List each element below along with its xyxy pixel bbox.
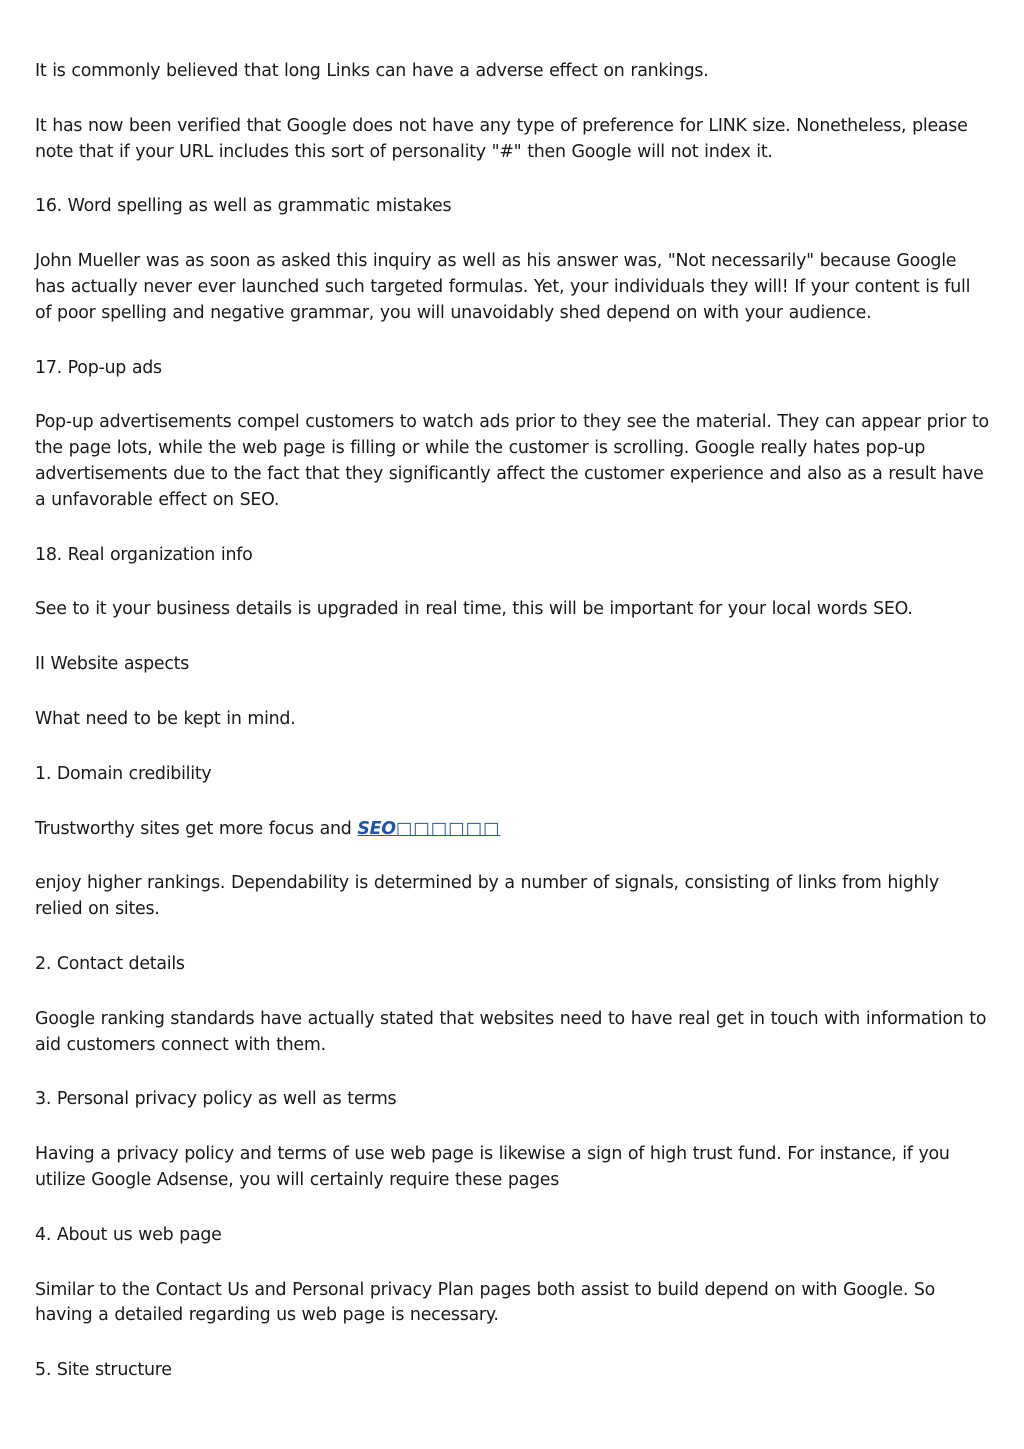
paragraph: Google ranking standards have actually stated that websites need to have real get in touch with information to aid customers connect with them. — [35, 1008, 987, 1055]
paragraph: enjoy higher rankings. Dependability is determined by a number of signals, consisting of links from highly relied on sites. — [35, 873, 939, 920]
section-heading: II Website aspects — [35, 654, 190, 675]
paragraph: It is commonly believed that long Links can have a adverse effect on rankings. — [35, 61, 709, 81]
link-prefix-text: Trustworthy sites get more focus and — [35, 818, 358, 839]
section-heading: 16. Word spelling as well as grammatic mistakes — [35, 196, 452, 217]
section-heading: 3. Personal privacy policy as well as terms — [35, 1089, 397, 1110]
section-heading: 5. Site structure — [35, 1360, 172, 1381]
seo-link-text: SEO — [357, 818, 396, 839]
paragraph: Pop-up advertisements compel customers to watch ads prior to they see the material. They can appear prior to the page lots, while the web page is filling or while the customer is scrolling. Google really hates pop-up advertisements due to the fact that they significantly affect the customer experience and also as a result have a unfavorable effect on SEO. — [35, 412, 989, 510]
paragraph: It has now been verified that Google does not have any type of preference for LINK size. Nonetheless, please note that if your URL includes this sort of personality "#" then Google will not index it. — [35, 115, 968, 162]
section-heading: 1. Domain credibility — [35, 763, 212, 784]
section-heading: 17. Pop-up ads — [35, 357, 162, 378]
section-heading: 18. Real organization info — [35, 544, 253, 565]
paragraph: John Mueller was as soon as asked this inquiry as well as his answer was, "Not necessarily" because Google has actually never ever launched such targeted formulas. Yet, your individuals they will! If your content is full of poor spelling and negative grammar, you will unavoidably shed depend on with your audience. — [35, 251, 971, 323]
section-heading: 2. Contact details — [35, 953, 185, 974]
seo-link-suffix: □□□□□□ — [395, 818, 501, 839]
document-body — [35, 59, 991, 1413]
paragraph: What need to be kept in mind. — [35, 708, 296, 729]
paragraph-with-link — [35, 817, 991, 843]
paragraph: Similar to the Contact Us and Personal privacy Plan pages both assist to build depend on with Google. So having a detailed regarding us web page is necessary. — [35, 1279, 936, 1326]
paragraph: Having a privacy policy and terms of use web page is likewise a sign of high trust fund. For instance, if you utilize Google Adsense, you will certainly require these pages — [35, 1144, 950, 1190]
seo-link[interactable] — [357, 819, 500, 839]
section-heading: 4. About us web page — [35, 1224, 222, 1245]
paragraph: See to it your business details is upgraded in real time, this will be important for your local words SEO. — [35, 599, 913, 620]
